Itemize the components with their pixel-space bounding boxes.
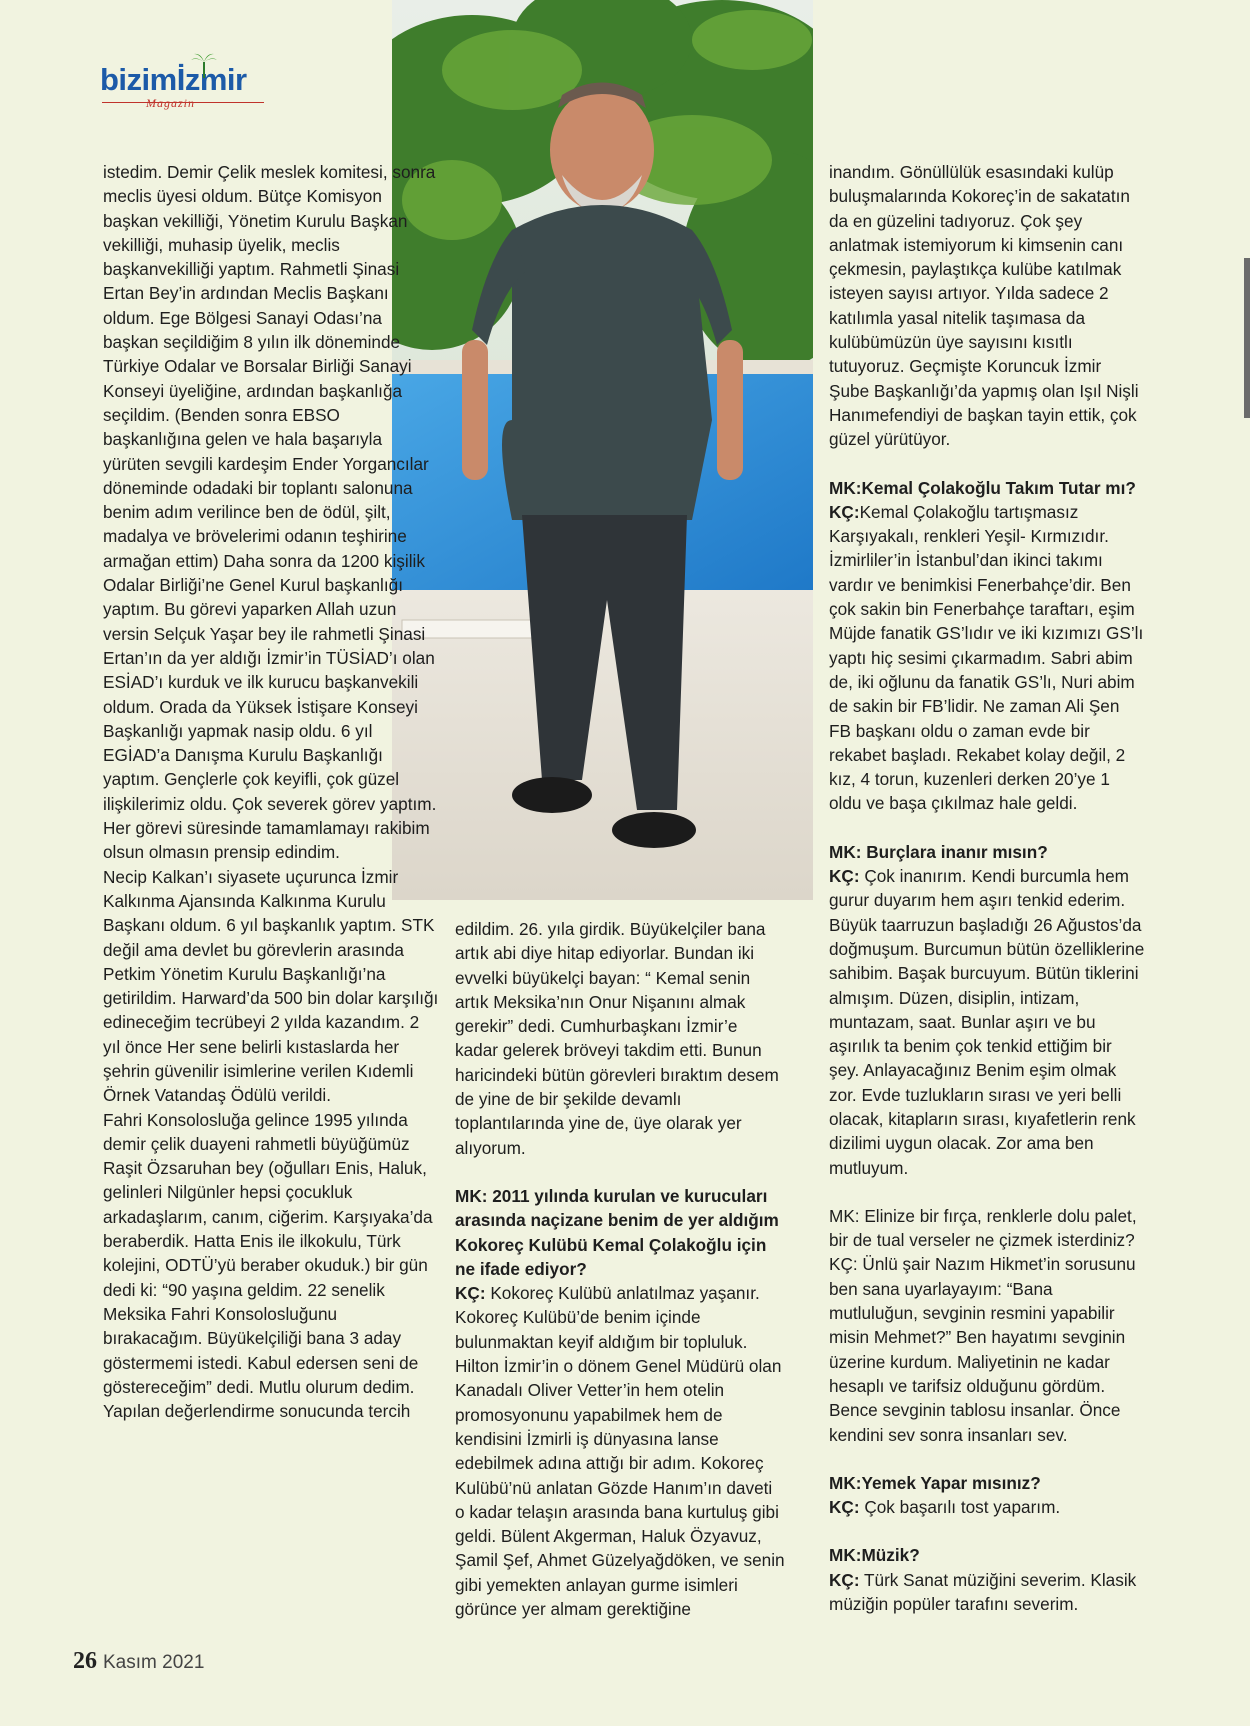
- portrait-photo: [392, 0, 813, 900]
- answer-text: Çok başarılı tost yaparım.: [859, 1497, 1061, 1518]
- palm-tree-icon: [190, 52, 218, 78]
- issue-date: Kasım 2021: [103, 1652, 205, 1673]
- column-2: [455, 917, 785, 1621]
- answer-text: Çok inanırım. Kendi burcumla hem gurur duyarım hem aşırı tenkid ederim. Büyük taarruzun başladığı 26 Ağustos’da doğmuşum. Burcumun bütün özelliklerine sahibim. Başak burcuyum. Bütün tiklerini almışım. Düzen, disiplin, intizam, muntazam, saat. Bunlar aşırı ve bu aşırılık ta benim çok tenkid ettiğim bir şey. Anlayacağınız Benim eşim olmak zor. Evde tuzlukların sırası ve yeri belli olacak, kitapların sırası, kıyafetlerin renk dizilimi uygun olacak. Zor ama ben mutluyum.: [829, 866, 1145, 1178]
- question-muzik: MK:Müzik?: [829, 1545, 920, 1566]
- answer-burc: [829, 864, 1145, 1180]
- col1-paragraph-2: Necip Kalkan’ı siyasete uçurunca İzmir Kalkınma Ajansında Kalkınma Kurulu Başkanı oldum. 6 yıl başkanlık yaptım. STK değil ama devlet bu görevlerin arasında Petkim Yönetim Kurulu Başkanlığı’na getirildim. Harward’da 500 bin dolar karşılığı edineceğim tecrübeyi 2 yılda kazandım. 2 yıl önce Her sene belirli kıstaslarda her şehrin güvenilir isimlerine verilen Kıdemli Örnek Vatandaş Ödülü verildi.: [103, 866, 439, 1106]
- page-number: 26: [73, 1648, 97, 1674]
- answer-yemek: [829, 1495, 1145, 1519]
- answer-label: KÇ:: [829, 1569, 860, 1590]
- logo-word-1: bizim: [100, 62, 177, 97]
- col1-paragraph-3: Fahri Konsolosluğa gelince 1995 yılında demir çelik duayeni rahmetli büyüğümüz Raşit Özsaruhan bey (oğulları Enis, Haluk, gelinleri Nilgünler hepsi çocukluk arkadaşlarım, canım, ciğerim. Karşıyaka’da beraberdik. Hatta Enis ile ilkokulu, Türk kolejini, ODTÜ’yü beraber okuduk.) bir gün dedi ki: “90 yaşına geldim. 22 senelik Meksika Fahri Konsolosluğunu bırakacağım. Büyükelçiliği bana 3 aday göstermemi istedi. Kabul edersen seni de göstereceğim” dedi. Mutlu olurum dedim. Yapılan değerlendirme sonucunda tercih: [103, 1109, 433, 1422]
- answer-label: KÇ:: [455, 1283, 486, 1304]
- answer-text: Kemal Çolakoğlu tartışmasız Karşıyakalı, renkleri Yeşil- Kırmızıdır. İzmirliler’in İstanbul’dan ikinci takımı vardır ve benimkisi Fenerbahçe’dir. Ben çok sakin bin Fenerbahçe taraftarı, eşim Müjde fanatik GS’lıdır ve iki kızımızı GS’lı yaptı hiç sesimi çıkarmadım. Sabri abim de, iki oğlunu da fanatik GS’lı, Nuri abim de sakin bir FB’lidir. Ne zaman Ali Şen FB başkanı oldu o zaman evde bir rekabet başladı. Rekabet kolay değil, 2 kız, 4 torun, kuzenleri derken 20’ye 1 oldu ve başa çıkılmaz hale geldi.: [829, 501, 1144, 814]
- magazine-logo: [100, 58, 270, 114]
- answer-kokorec: [455, 1281, 785, 1621]
- col1-paragraph-1: istedim. Demir Çelik meslek komitesi, sonra meclis üyesi oldum. Bütçe Komisyon başkan vekilliği, Yönetim Kurulu Başkan vekilliği, muhasip üyelik, meclis başkanvekilliği yaptım. Rahmetli Şinasi Ertan Bey’in ardından Meclis Başkanı oldum. Ege Bölgesi Sanayi Odası’na başkan seçildiğim 8 yılın ilk döneminde Türkiye Odalar ve Borsalar Birliği Sanayi Konseyi üyeliğine, ardından başkanlığa seçildim. (Benden sonra EBSO başkanlığına gelen ve hala başarıyla yürüten sevgili kardeşim Ender Yorgancılar döneminde odadaki bir toplantı salonuna benim adım verilince ben de ödül, şilt, madalya ve brövelerimi odanın teşhirine armağan ettim) Daha sonra da 1200 kişilik Odalar Birliği’ne Genel Kurul başkanlığı yaptım. Bu görevi yaparken Allah uzun versin Selçuk Yaşar bey ile rahmetli Şinasi Ertan’ın da yer aldığı İzmir’in TÜSİAD’ı olan ESİAD’ı kurduk ve ilk kurucu başkanvekili oldum. Orada da Yüksek İstişare Konseyi Başkanlığı yapmak nasip oldu. 6 yıl EGİAD’a Danışma Kurulu Başkanlığı yaptım. Gençlerle çok keyifli, çok güzel ilişkilerimiz oldu. Çok severek görev yaptım. Her görevi süresinde tamamlamayı rakibim olsun olmasın prensip edindim.: [103, 162, 437, 863]
- logo-wordmark: [100, 62, 247, 98]
- question-takim: MK:Kemal Çolakoğlu Takım Tutar mı?: [829, 477, 1136, 498]
- question-firca: MK: Elinize bir fırça, renklerle dolu palet, bir de tual verseler ne çizmek isterdiniz?: [829, 1205, 1137, 1251]
- question-burc: MK: Burçlara inanır mısın?: [829, 841, 1048, 862]
- column-1: [103, 160, 441, 1423]
- answer-firca: KÇ: Ünlü şair Nazım Hikmet’in sorusunu ben sana uyarlayayım: “Bana mutluluğun, sevginin resmini yapabilir misin Mehmet?” Ben hayatımı sevginin üzerine kurdum. Maliyetinin ne kadar hesaplı ve tarifsiz olduğunu gördüm. Bence sevginin tablosu insanlar. Önce kendini sev sonra insanları sev.: [829, 1254, 1136, 1445]
- logo-word-2: İzmir: [176, 62, 247, 97]
- answer-label: KÇ:: [829, 866, 860, 887]
- logo-subtitle: Magazin: [146, 96, 195, 110]
- answer-takim: [829, 500, 1145, 816]
- page-footer: [73, 1648, 204, 1675]
- answer-text: Kokoreç Kulübü anlatılmaz yaşanır. Kokoreç Kulübü’de benim içinde bulunmaktan keyif aldığım bir topluluk. Hilton İzmir’in o dönem Genel Müdürü olan Kanadalı Oliver Vetter’in hem otelin promosyonunu yapabilmek hem de kendisini İzmirli iş dünyasına lanse edebilmek adına attığı bir adım. Kokoreç Kulübü’nü anlatan Gözde Hanım’ın daveti o kadar telaşın arasında bana kurtuluş gibi geldi. Bülent Akgerman, Haluk Özyavuz, Şamil Şef, Ahmet Güzelyağdöken, ve senin gibi yemekten anlayan gurme isimleri görünce yer almam gerektiğine: [455, 1283, 785, 1620]
- question-yemek: MK:Yemek Yapar mısınız?: [829, 1472, 1041, 1493]
- answer-label: KÇ:: [829, 1497, 860, 1518]
- answer-label: KÇ:: [829, 501, 860, 522]
- column-3: [829, 160, 1145, 1616]
- col2-intro: edildim. 26. yıla girdik. Büyükelçiler bana artık abi diye hitap ediyorlar. Bundan iki evvelki büyükelçi bayan: “ Kemal senin artık Meksika’nın Onur Nişanını almak gerekir” dedi. Cumhurbaşkanı İzmir’e kadar gelerek bröveyi takdim etti. Bunun haricindeki bütün görevleri bıraktım desem de yine de bir şekilde devamlı toplantılarında yine de, üye olarak yer alıyorum.: [455, 919, 779, 1158]
- answer-muzik: [829, 1568, 1145, 1617]
- page-edge-tab: [1244, 258, 1250, 418]
- answer-text: Türk Sanat müziğini severim. Klasik müziğin popüler tarafını severim.: [829, 1569, 1137, 1615]
- question-kokorec: MK: 2011 yılında kurulan ve kurucuları arasında naçizane benim de yer aldığım Kokoreç Kulübü Kemal Çolakoğlu için ne ifade ediyor?: [455, 1185, 779, 1279]
- col3-intro: inandım. Gönüllülük esasındaki kulüp buluşmalarında Kokoreç’in de sakatatın da en güzelini tadıyoruz. Çok şey anlatmak istemiyorum ki kimsenin canı çekmesin, paylaştıkça kulübe katılmak isteyen sayısı artıyor. Yılda sadece 2 katılımla yasal nitelik taşımasa da kulübümüzün üye sayısını kısıtlı tutuyoruz. Geçmişte Koruncuk İzmir Şube Başkanlığı’da yapmış olan Işıl Nişli Hanımefendiyi de başkan tayin ettik, çok güzel yürütüyor.: [829, 162, 1139, 450]
